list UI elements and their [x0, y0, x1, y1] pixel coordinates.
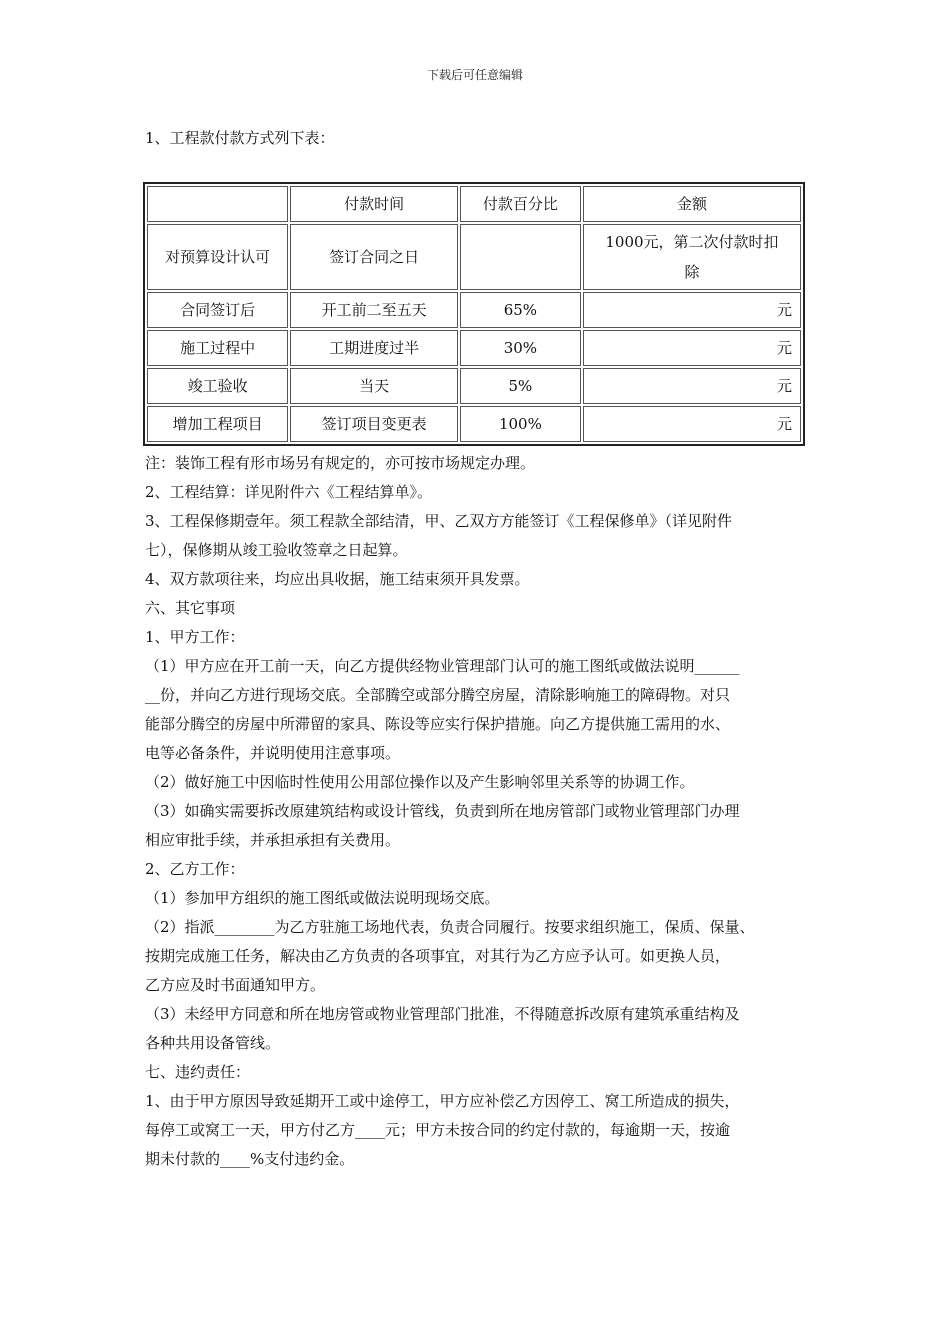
paragraph-line: （2）指派________为乙方驻施工场地代表，负责合同履行。按要求组织施工，保质、保量、	[145, 918, 755, 936]
table-row	[147, 224, 801, 290]
table-cell: 对预算设计认可	[147, 224, 288, 290]
paragraph-line: 能部分腾空的房屋中所滞留的家具、陈设等应实行保护措施。向乙方提供施工需用的水、	[145, 715, 731, 733]
paragraph-line: 电等必备条件，并说明使用注意事项。	[145, 744, 401, 762]
amount-line: 1000元，第二次付款时扣	[605, 233, 779, 251]
section-heading: 六、其它事项	[145, 599, 236, 617]
paragraph-line: （1）参加甲方组织的施工图纸或做法说明现场交底。	[145, 889, 500, 907]
table-cell	[460, 224, 581, 290]
paragraph-line: 相应审批手续，并承担承担有关费用。	[145, 831, 401, 849]
paragraph-line: 1、由于甲方原因导致延期开工或中途停工，甲方应补偿乙方因停工、窝工所造成的损失，	[145, 1092, 740, 1110]
table-cell: 开工前二至五天	[290, 292, 458, 328]
table-header-cell: 付款时间	[290, 186, 458, 222]
table-cell: 签订合同之日	[290, 224, 458, 290]
amount-line: 除	[684, 263, 700, 281]
table-cell: 100%	[460, 406, 581, 442]
table-cell: 元	[583, 292, 801, 328]
table-cell: 元	[583, 406, 801, 442]
table-row	[147, 406, 801, 442]
paragraph-line: 每停工或窝工一天，甲方付乙方____元；甲方未按合同的约定付款的，每逾期一天，按逾	[145, 1121, 731, 1139]
table-cell: 5%	[460, 368, 581, 404]
table-cell: 增加工程项目	[147, 406, 288, 442]
table-cell: 元	[583, 368, 801, 404]
table-cell	[583, 224, 801, 290]
paragraph-line: （3）如确实需要拆改原建筑结构或设计管线，负责到所在地房管部门或物业管理部门办理	[145, 802, 740, 820]
paragraph-line: 4、双方款项往来，均应出具收据，施工结束须开具发票。	[145, 570, 530, 588]
paragraph-line: 乙方应及时书面通知甲方。	[145, 976, 326, 994]
table-cell: 30%	[460, 330, 581, 366]
paragraph-line: 2、工程结算：详见附件六《工程结算单》。	[145, 483, 433, 501]
table-cell: 合同签订后	[147, 292, 288, 328]
table-header-row	[147, 186, 801, 222]
table-cell: 竣工验收	[147, 368, 288, 404]
table-cell: 签订项目变更表	[290, 406, 458, 442]
table-header-cell: 付款百分比	[460, 186, 581, 222]
paragraph-line: 注：装饰工程有形市场另有规定的，亦可按市场规定办理。	[145, 454, 536, 472]
paragraph-line: （2）做好施工中因临时性使用公用部位操作以及产生影响邻里关系等的协调工作。	[145, 773, 695, 791]
paragraph-line: 期未付款的____%支付违约金。	[145, 1150, 355, 1168]
section-heading: 七、违约责任：	[145, 1063, 251, 1081]
paragraph-line: 2、乙方工作：	[145, 860, 245, 878]
page-header: 下载后可任意编辑	[426, 68, 523, 82]
table-cell: 施工过程中	[147, 330, 288, 366]
table-row	[147, 292, 801, 328]
table-cell: 元	[583, 330, 801, 366]
paragraph-line: 3、工程保修期壹年。须工程款全部结清，甲、乙双方方能签订《工程保修单》（详见附件	[145, 512, 733, 530]
paragraph-line: 各种共用设备管线。	[145, 1034, 281, 1052]
table-row	[147, 330, 801, 366]
paragraph-line: 按期完成施工任务，解决由乙方负责的各项事宜，对其行为乙方应予认可。如更换人员，	[145, 947, 731, 965]
table-cell: 65%	[460, 292, 581, 328]
paragraph-line: （1）甲方应在开工前一天，向乙方提供经物业管理部门认可的施工图纸或做法说明______	[145, 657, 740, 675]
table-cell: 当天	[290, 368, 458, 404]
table-cell: 工期进度过半	[290, 330, 458, 366]
document-body	[145, 449, 810, 1174]
payment-intro: 1、工程款付款方式列下表：	[145, 129, 335, 147]
payment-table	[143, 182, 805, 446]
paragraph-line: 1、甲方工作：	[145, 628, 245, 646]
paragraph-line: 七），保修期从竣工验收签章之日起算。	[145, 541, 408, 559]
paragraph-line: （3）未经甲方同意和所在地房管或物业管理部门批准，不得随意拆改原有建筑承重结构及	[145, 1005, 740, 1023]
table-row	[147, 368, 801, 404]
table-header-cell: 金额	[583, 186, 801, 222]
table-header-cell	[147, 186, 288, 222]
paragraph-line: __份，并向乙方进行现场交底。全部腾空或部分腾空房屋，清除影响施工的障碍物。对只	[145, 686, 731, 704]
